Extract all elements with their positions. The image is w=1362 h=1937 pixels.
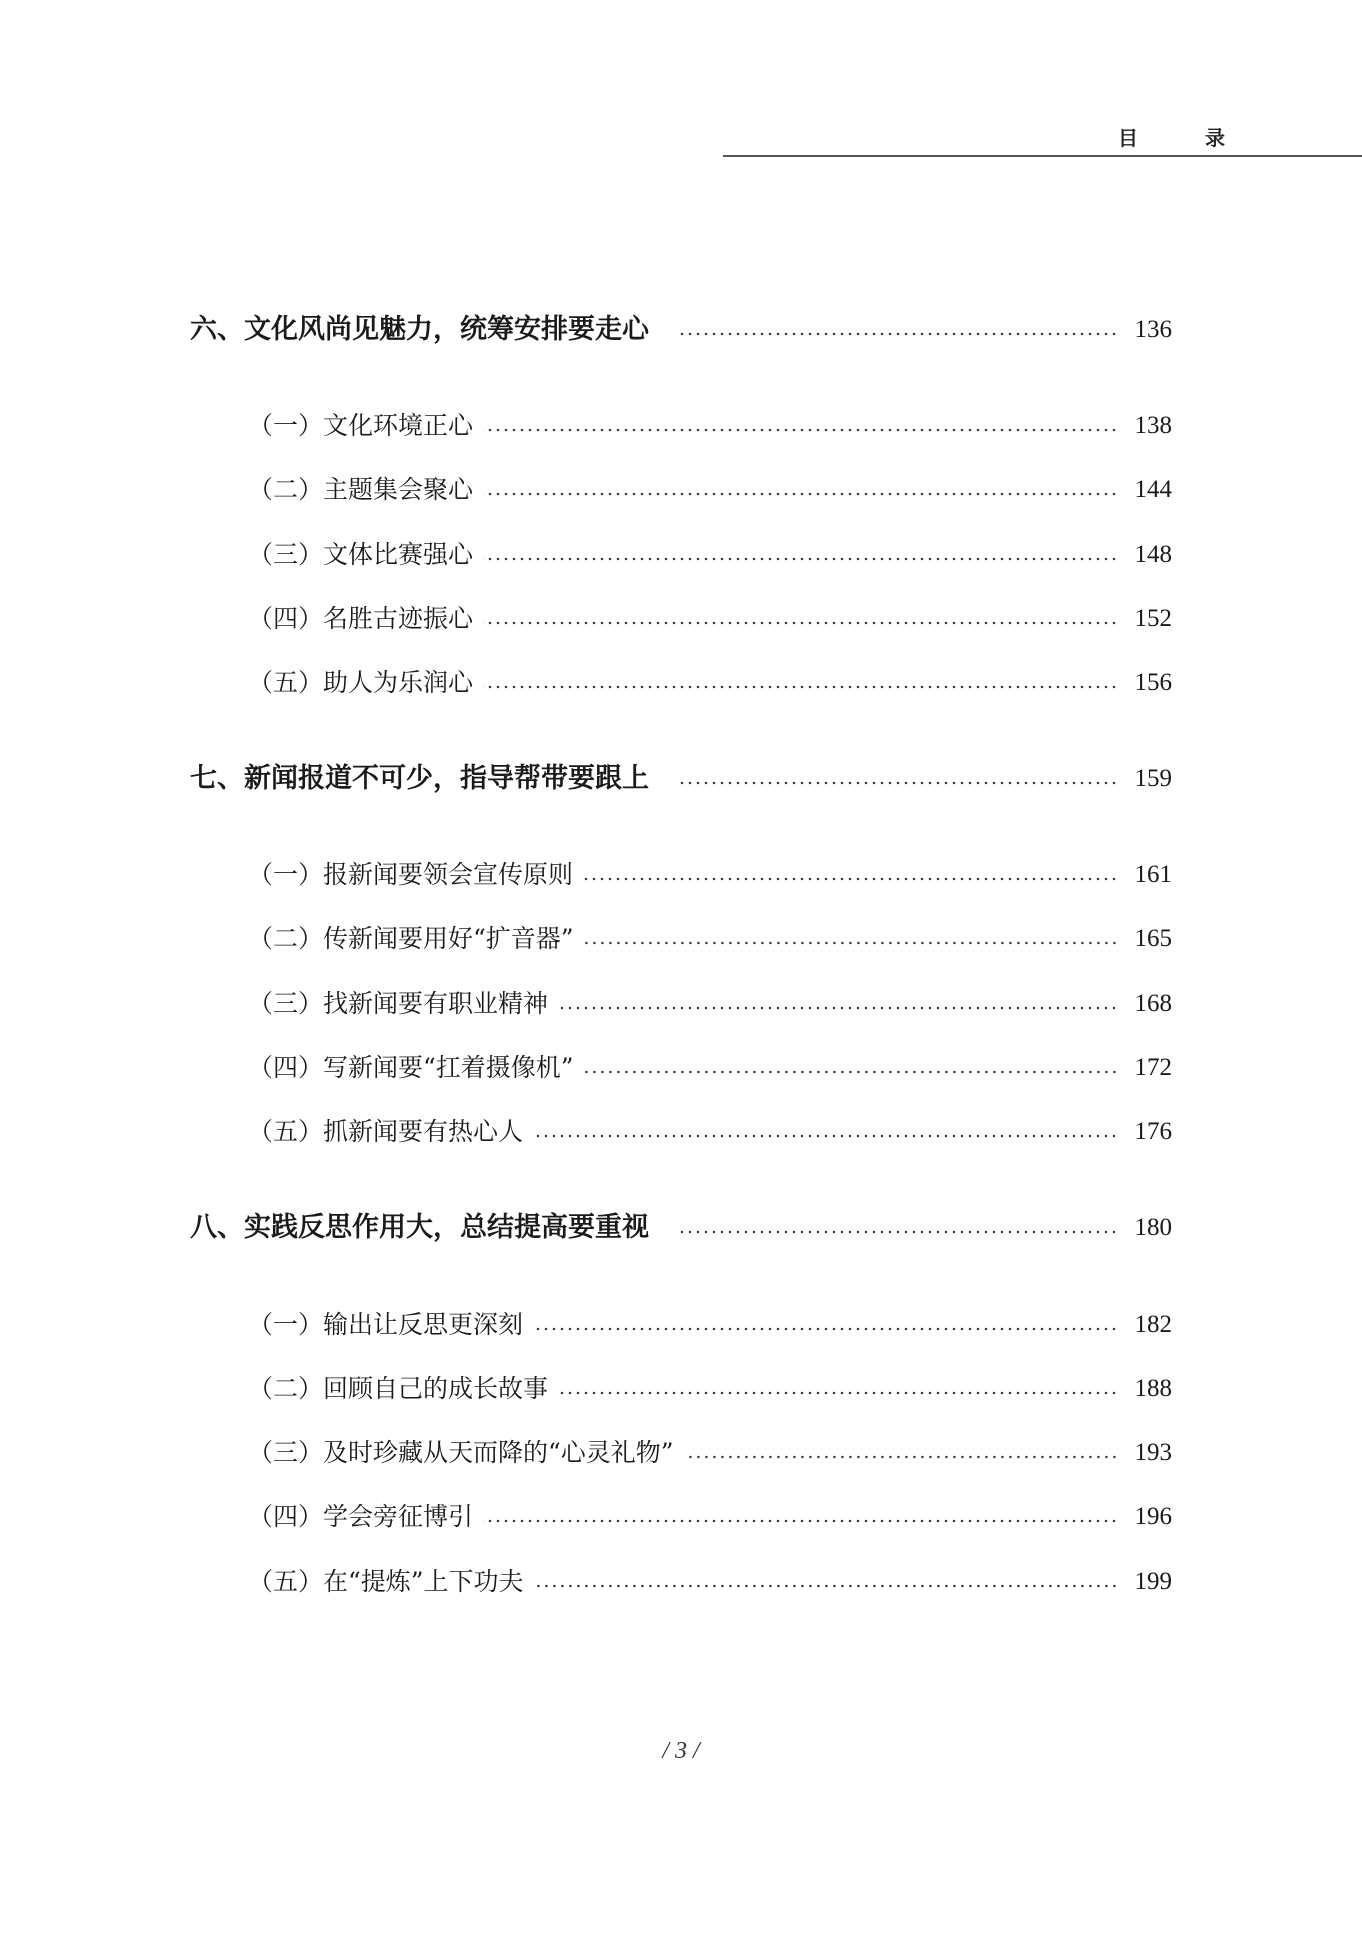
toc-entry-page: 193	[1134, 1439, 1172, 1466]
toc-entry-page: 165	[1134, 925, 1172, 952]
toc-entry-page: 176	[1134, 1118, 1172, 1145]
toc-entry-title: （二）传新闻要用好“扩音器”	[248, 924, 574, 953]
toc-entry[interactable]	[248, 663, 1172, 703]
toc-leader-dots	[483, 492, 1118, 496]
toc-entry-title: （一）输出让反思更深刻	[248, 1310, 524, 1339]
toc-entry-title: （三）及时珍藏从天而降的“心灵礼物”	[248, 1438, 674, 1467]
toc-leader-dots	[558, 1006, 1118, 1010]
toc-entry-page: 159	[1134, 765, 1172, 792]
toc-entry[interactable]	[248, 1112, 1172, 1152]
toc-leader-dots	[558, 1391, 1118, 1395]
toc-entry-page: 196	[1134, 1503, 1172, 1530]
toc-entry-page: 144	[1134, 476, 1172, 503]
toc-leader-dots	[483, 557, 1118, 561]
toc-entry[interactable]	[248, 470, 1172, 510]
toc-entry-title: （五）在“提炼”上下功夫	[248, 1567, 524, 1596]
toc-entry-page: 138	[1134, 412, 1172, 439]
toc-entry-page: 161	[1134, 861, 1172, 888]
toc-section-8[interactable]	[190, 1208, 1172, 1248]
toc-entry-page: 172	[1134, 1054, 1172, 1081]
toc-entry-page: 168	[1134, 990, 1172, 1017]
toc-entry[interactable]	[248, 1433, 1172, 1473]
toc-entry[interactable]	[248, 984, 1172, 1024]
toc-entry-title: （三）找新闻要有职业精神	[248, 989, 549, 1018]
toc-leader-dots	[483, 685, 1118, 689]
toc-entry-title: （一）文化环境正心	[248, 411, 474, 440]
toc-leader-dots	[483, 428, 1118, 432]
toc-leader-dots	[584, 941, 1118, 945]
toc-entry-page: 152	[1134, 605, 1172, 632]
toc-leader-dots	[533, 1327, 1118, 1331]
toc-section-7[interactable]	[190, 759, 1172, 799]
toc-entry-page: 180	[1134, 1214, 1172, 1241]
toc-entry-page: 156	[1134, 669, 1172, 696]
toc-entry-page: 199	[1134, 1568, 1172, 1595]
toc-leader-dots	[679, 781, 1118, 785]
toc-leader-dots	[679, 1230, 1118, 1234]
toc-entry-page: 136	[1134, 316, 1172, 343]
page-number: / 3 /	[662, 1738, 700, 1764]
toc-leader-dots	[483, 621, 1118, 625]
toc-entry[interactable]	[248, 535, 1172, 575]
toc-entry-title: （五）助人为乐润心	[248, 668, 474, 697]
toc-leader-dots	[684, 1455, 1118, 1459]
toc-leader-dots	[584, 1070, 1118, 1074]
toc-entry-page: 182	[1134, 1311, 1172, 1338]
toc-entry-title: 八、实践反思作用大，总结提高要重视	[190, 1212, 649, 1243]
toc-entry[interactable]	[248, 599, 1172, 639]
toc-entry-title: （一）报新闻要领会宣传原则	[248, 860, 574, 889]
toc-entry-page: 188	[1134, 1375, 1172, 1402]
toc-entry[interactable]	[248, 919, 1172, 959]
toc-entry-title: （五）抓新闻要有热心人	[248, 1117, 524, 1146]
toc-leader-dots	[679, 332, 1118, 336]
toc-entry-title: （三）文体比赛强心	[248, 540, 474, 569]
toc-leader-dots	[533, 1134, 1118, 1138]
toc-entry[interactable]	[248, 1562, 1172, 1602]
running-header-title: 目 录	[1118, 126, 1255, 150]
toc-entry-title: 六、文化风尚见魅力，统筹安排要走心	[190, 314, 649, 345]
toc-entry-title: （二）回顾自己的成长故事	[248, 1374, 549, 1403]
toc-entry-page: 148	[1134, 541, 1172, 568]
toc-entry-title: 七、新闻报道不可少，指导帮带要跟上	[190, 763, 649, 794]
toc-entry[interactable]	[248, 406, 1172, 446]
toc-leader-dots	[483, 1519, 1118, 1523]
toc-entry[interactable]	[248, 1305, 1172, 1345]
toc-leader-dots	[583, 877, 1118, 881]
toc-entry-title: （四）写新闻要“扛着摄像机”	[248, 1053, 574, 1082]
toc-entry[interactable]	[248, 1369, 1172, 1409]
toc-entry-title: （二）主题集会聚心	[248, 475, 474, 504]
toc-section-6[interactable]	[190, 310, 1172, 350]
toc-entry-title: （四）名胜古迹振心	[248, 604, 474, 633]
toc-leader-dots	[534, 1584, 1118, 1588]
toc-entry[interactable]	[248, 855, 1172, 895]
toc-entry[interactable]	[248, 1048, 1172, 1088]
toc-entry[interactable]	[248, 1497, 1172, 1537]
toc-entry-title: （四）学会旁征博引	[248, 1502, 474, 1531]
